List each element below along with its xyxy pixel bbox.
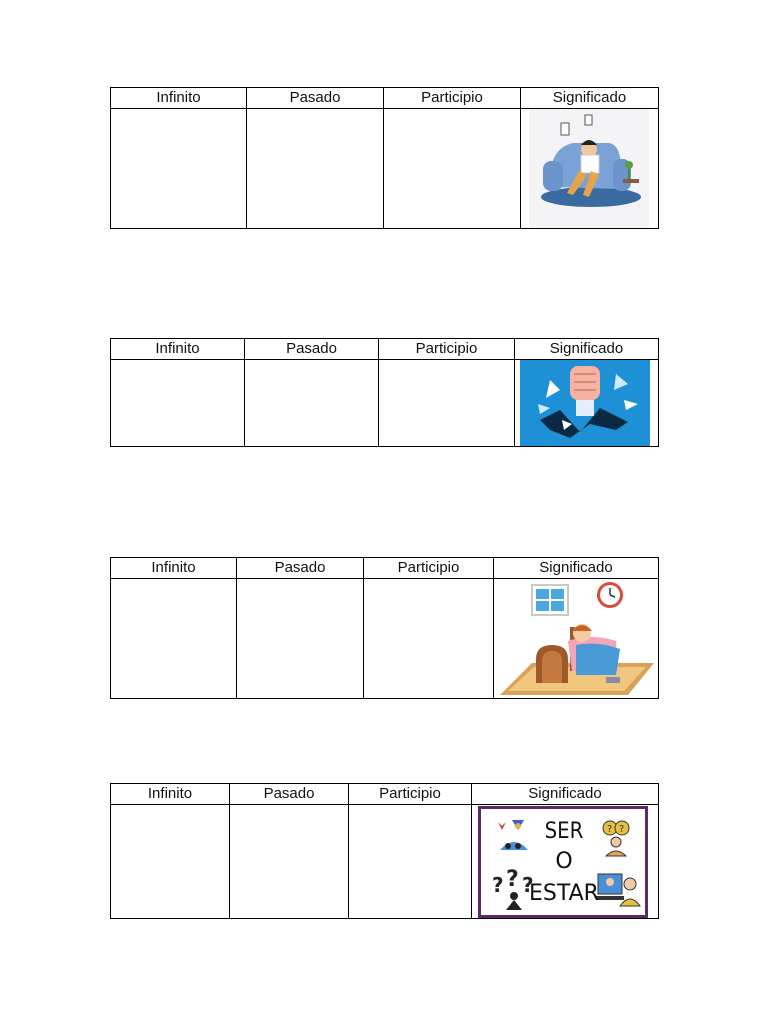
verb-table-4: [110, 783, 659, 919]
estar-text: ESTAR: [529, 881, 599, 906]
participio-cell[interactable]: [384, 109, 521, 229]
o-text: O: [555, 849, 573, 874]
significado-cell: [472, 805, 659, 919]
answer-row: [111, 109, 659, 229]
header-row: [111, 784, 659, 805]
header-pasado: Pasado: [230, 784, 349, 805]
header-significado: Significado: [472, 784, 659, 805]
header-participio: Participio: [349, 784, 472, 805]
header-infinito: Infinito: [111, 784, 230, 805]
verb-table-2: [110, 338, 659, 447]
answer-row: [111, 579, 659, 699]
pasado-cell[interactable]: [245, 360, 379, 447]
participio-cell[interactable]: [379, 360, 515, 447]
infinito-cell[interactable]: [111, 579, 237, 699]
answer-row: [111, 805, 659, 919]
infinito-cell[interactable]: [111, 360, 245, 447]
infinito-cell[interactable]: [111, 805, 230, 919]
significado-cell: [521, 109, 659, 229]
svg-text:?: ?: [619, 824, 625, 835]
significado-cell: [494, 579, 659, 699]
svg-text:?: ?: [506, 867, 519, 892]
svg-text:?: ?: [492, 873, 504, 897]
header-significado: Significado: [515, 339, 659, 360]
header-participio: Participio: [384, 88, 521, 109]
header-row: [111, 558, 659, 579]
child-waking-in-bed-image: [496, 579, 654, 699]
header-pasado: Pasado: [237, 558, 364, 579]
header-significado: Significado: [494, 558, 659, 579]
header-infinito: Infinito: [111, 558, 237, 579]
verb-table-3: [110, 557, 659, 699]
pasado-cell[interactable]: [230, 805, 349, 919]
header-row: [111, 88, 659, 109]
significado-cell: [515, 360, 659, 447]
ser-text: SER: [544, 819, 584, 844]
svg-text:?: ?: [607, 824, 613, 835]
header-infinito: Infinito: [111, 88, 247, 109]
verb-table-1: [110, 87, 659, 229]
sitting-in-armchair-image: [529, 109, 649, 229]
pasado-cell[interactable]: [237, 579, 364, 699]
header-row: [111, 339, 659, 360]
pasado-cell[interactable]: [247, 109, 384, 229]
header-pasado: Pasado: [245, 339, 379, 360]
header-participio: Participio: [379, 339, 515, 360]
participio-cell[interactable]: [364, 579, 494, 699]
participio-cell[interactable]: [349, 805, 472, 919]
header-significado: Significado: [521, 88, 659, 109]
header-participio: Participio: [364, 558, 494, 579]
fist-breaking-wall-image: [520, 360, 650, 446]
ser-o-estar-card: [478, 806, 648, 918]
svg-text:?: ?: [522, 873, 534, 897]
header-pasado: Pasado: [247, 88, 384, 109]
answer-row: [111, 360, 659, 447]
infinito-cell[interactable]: [111, 109, 247, 229]
header-infinito: Infinito: [111, 339, 245, 360]
